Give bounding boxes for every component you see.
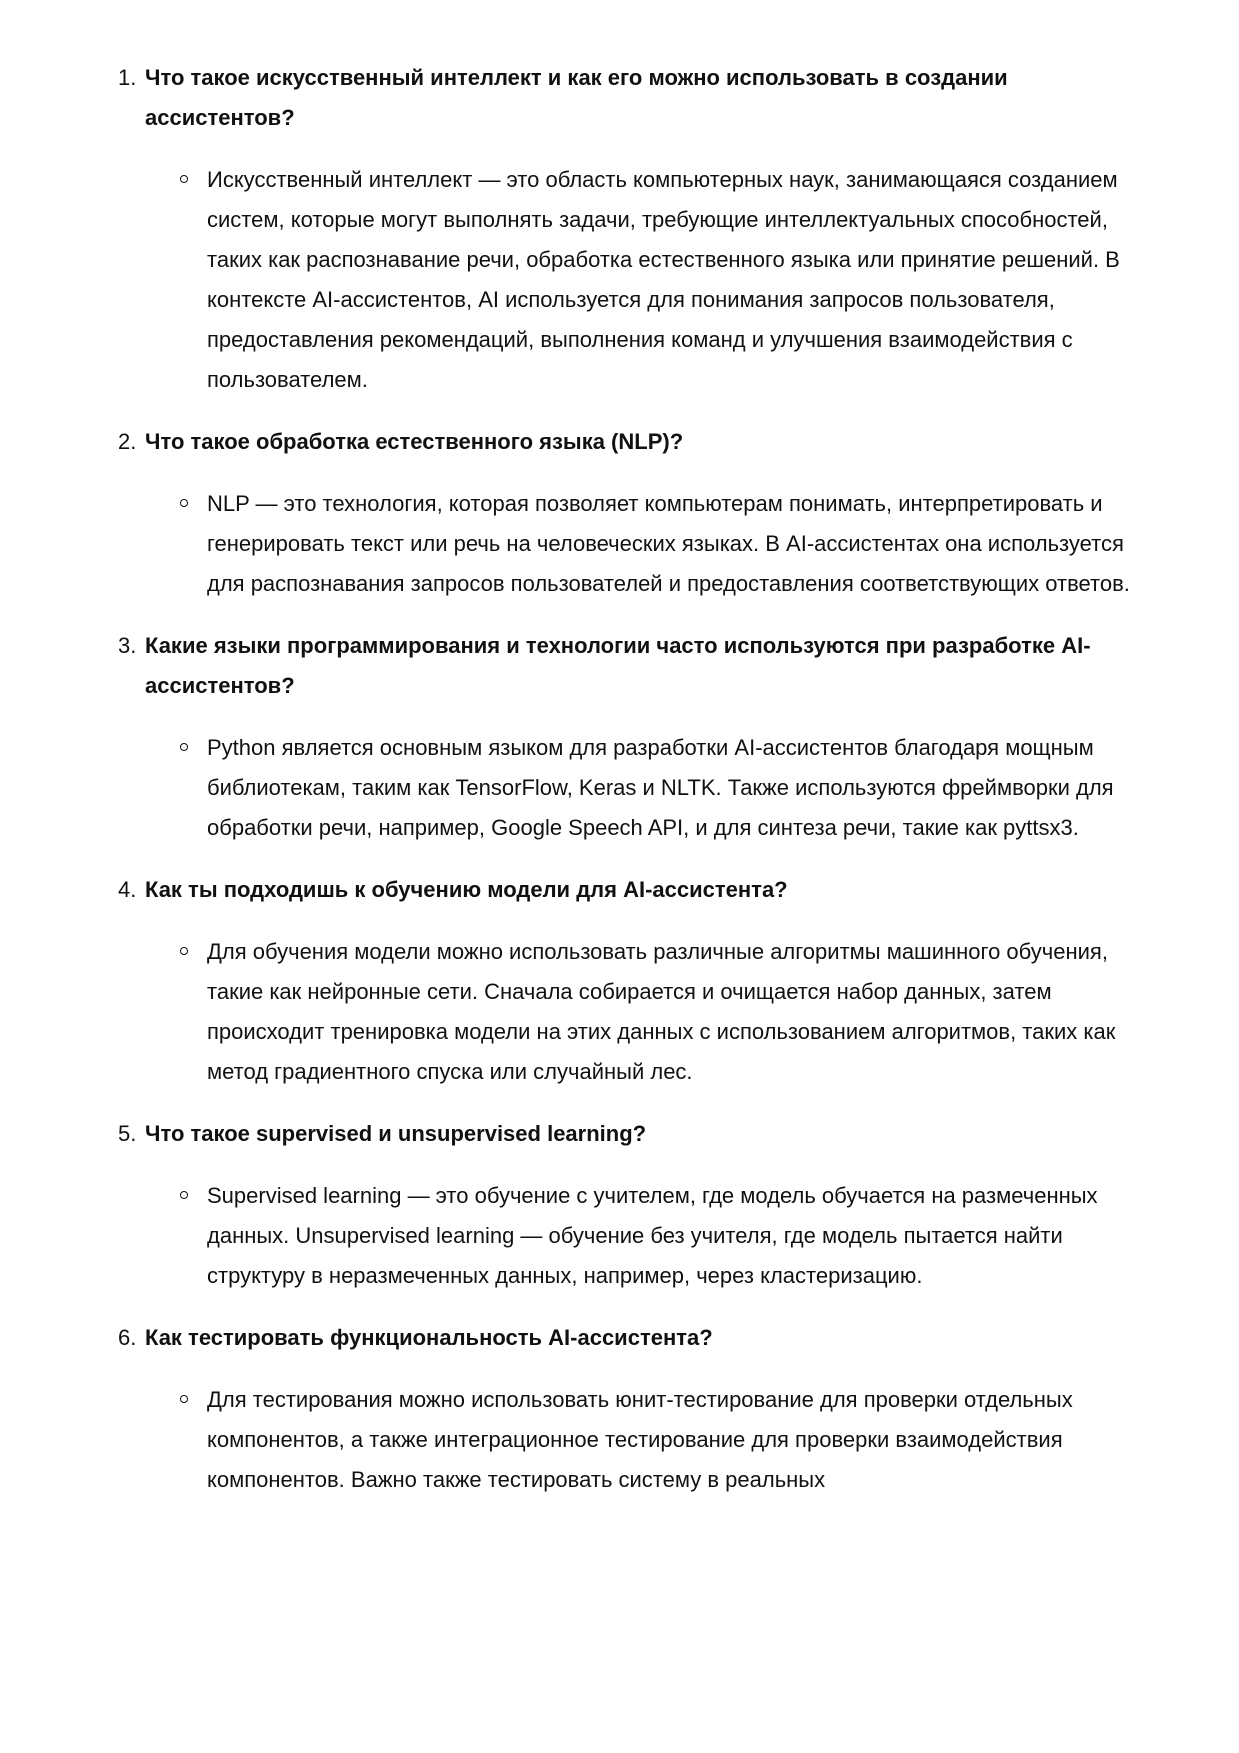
question-row <box>0 1318 1239 1358</box>
answer-item <box>0 1176 1239 1296</box>
answer-item <box>0 160 1239 400</box>
item-number: 3. <box>118 633 137 658</box>
question-row <box>0 422 1239 462</box>
list-item <box>0 58 1239 400</box>
qa-list <box>0 58 1239 1500</box>
answer-text: Supervised learning — это обучение с учителем, где модель обучается на размеченных данных. Unsupervised learning — обучение без учителя, где модель пытается найти структуру в неразмеченных данных, например, через кластеризацию. <box>207 1183 1098 1288</box>
answer-list <box>0 932 1239 1092</box>
question-text: Что такое обработка естественного языка (NLP)? <box>145 429 684 454</box>
answer-text: Для обучения модели можно использовать различные алгоритмы машинного обучения, такие как нейронные сети. Сначала собирается и очищается набор данных, затем происходит тренировка модели на этих данных с использованием алгоритмов, таких как метод градиентного спуска или случайный лес. <box>207 939 1116 1084</box>
answer-item <box>0 1380 1239 1500</box>
answer-list <box>0 160 1239 400</box>
circle-bullet-icon <box>180 499 188 507</box>
question-row <box>0 1114 1239 1154</box>
answer-list <box>0 1380 1239 1500</box>
item-number: 4. <box>118 877 137 902</box>
answer-text: Искусственный интеллект — это область компьютерных наук, занимающаяся созданием систем, которые могут выполнять задачи, требующие интеллектуальных способностей, таких как распознавание речи, обработка естественного языка или принятие решений. В контексте AI-ассистентов, AI используется для понимания запросов пользователя, предоставления рекомендаций, выполнения команд и улучшения взаимодействия с пользователем. <box>207 167 1120 392</box>
list-item <box>0 422 1239 604</box>
question-row <box>0 58 1239 138</box>
question-text: Что такое искусственный интеллект и как его можно использовать в создании ассистентов? <box>145 65 1008 130</box>
question-text: Как ты подходишь к обучению модели для AI-ассистента? <box>145 877 788 902</box>
item-number: 5. <box>118 1121 137 1146</box>
answer-item <box>0 728 1239 848</box>
circle-bullet-icon <box>180 743 188 751</box>
circle-bullet-icon <box>180 947 188 955</box>
question-text: Как тестировать функциональность AI-ассистента? <box>145 1325 713 1350</box>
question-row <box>0 626 1239 706</box>
question-row <box>0 870 1239 910</box>
list-item <box>0 870 1239 1092</box>
answer-text: NLP — это технология, которая позволяет компьютерам понимать, интерпретировать и генерировать текст или речь на человеческих языках. В AI-ассистентах она используется для распознавания запросов пользователей и предоставления соответствующих ответов. <box>207 491 1130 596</box>
question-text: Какие языки программирования и технологии часто используются при разработке AI-ассистентов? <box>145 633 1091 698</box>
answer-item <box>0 484 1239 604</box>
answer-text: Для тестирования можно использовать юнит-тестирование для проверки отдельных компонентов, а также интеграционное тестирование для проверки взаимодействия компонентов. Важно также тестировать систему в реальных <box>207 1387 1073 1492</box>
circle-bullet-icon <box>180 1191 188 1199</box>
answer-item <box>0 932 1239 1092</box>
item-number: 2. <box>118 429 137 454</box>
item-number: 6. <box>118 1325 137 1350</box>
list-item <box>0 1114 1239 1296</box>
list-item <box>0 626 1239 848</box>
circle-bullet-icon <box>180 1395 188 1403</box>
answer-list <box>0 1176 1239 1296</box>
circle-bullet-icon <box>180 175 188 183</box>
question-text: Что такое supervised и unsupervised learning? <box>145 1121 647 1146</box>
answer-text: Python является основным языком для разработки AI-ассистентов благодаря мощным библиотекам, таким как TensorFlow, Keras и NLTK. Также используются фреймворки для обработки речи, например, Google Speech API, и для синтеза речи, такие как pyttsx3. <box>207 735 1114 840</box>
answer-list <box>0 728 1239 848</box>
answer-list <box>0 484 1239 604</box>
list-item <box>0 1318 1239 1500</box>
item-number: 1. <box>118 65 137 90</box>
